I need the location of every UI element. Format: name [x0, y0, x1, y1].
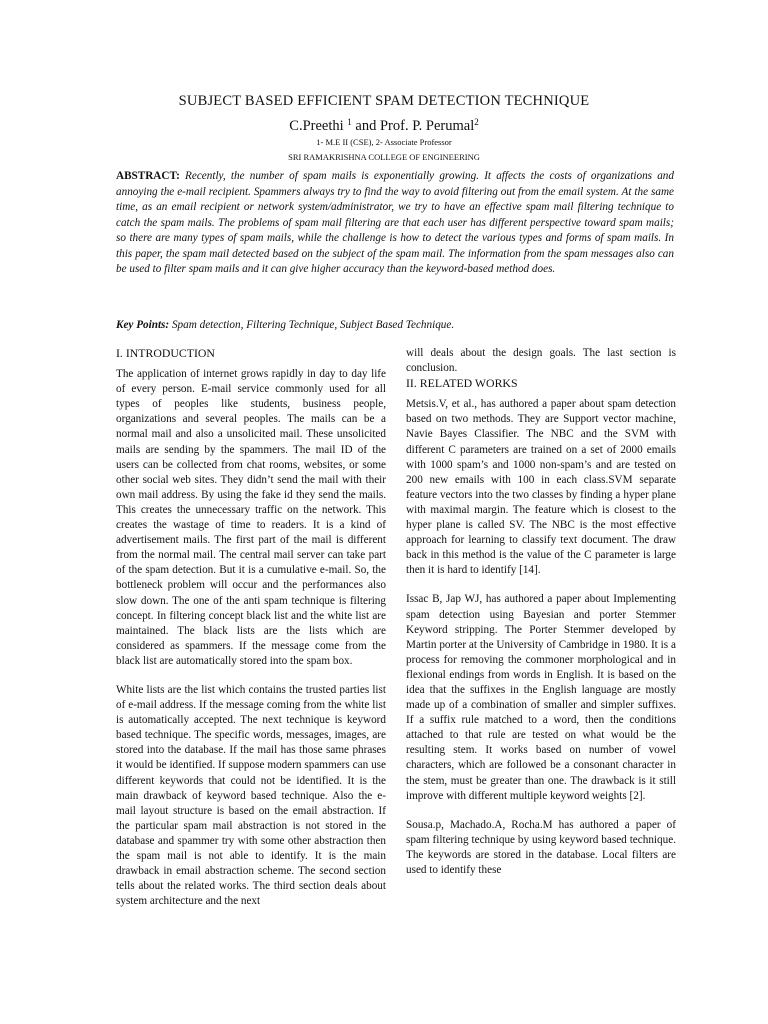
affiliation: 1- M.E II (CSE), 2- Associate Professor	[316, 137, 452, 147]
intro-continuation: will deals about the design goals. The last section is conclusion.	[406, 347, 676, 375]
college-name: SRI RAMAKRISHNA COLLEGE OF ENGINEERING	[288, 152, 480, 162]
intro-paragraph-1: The application of internet grows rapidly in day to day life of every person. E-mail service commonly used for all types of peoples like students, business people, organizations and several peoples. The mails can be a normal mail and also a unsolicited mail. These unsolicited mails are sending by the spammers. The mail ID of the users can be collected from chat rooms, websites, or some other social web sites. They didn’t send the mail with their own mail address. By using the fake id they send the mails. This creates the unnecessary traffic on the network. This creates the wastage of time to readers. It is a kind of advertisement mails. The first part of the mail is different from the normal mail. The central mail server can take part of the spam detection. But it is a cumulative e-mail. So, the bottleneck problem will occur and the performances also slow down. The one of the anti spam technique is filtering concept. In filtering concept black list and the white list are maintained. The black lists are the lists which are considered as spammers. If the message come from the black list are automatically stored into the spam box.	[116, 368, 386, 667]
abstract	[116, 169, 674, 278]
related-paragraph-2: Issac B, Jap WJ, has authored a paper about Implementing spam detection using Bayesian and porter Stemmer Keyword stripping. The Porter Stemmer developed by Martin porter at the University of Cambridge in 1980. It is a process for removing the commoner morphological and in flexional endings from words in English. It is based on the idea that the suffixes in the English language are mostly made up of a combination of smaller and simpler suffixes. If a suffix rule matched to a word, then the conditions attached to that rule are tested on what would be the resulting stem. It works based on number of vowel characters, which are followed be a consonant character in the stem, must be greater than one. The drawback is it still improve with different multiple keyword weights [2].	[406, 593, 676, 802]
abstract-label: ABSTRACT:	[116, 170, 180, 182]
related-paragraph-3: Sousa.p, Machado.A, Rocha.M has authored a paper of spam filtering technique by using keyword based technique. The keywords are stored in the database. Local filters are used to identify these	[406, 818, 676, 876]
related-paragraph-1: Metsis.V, et al., has authored a paper about spam detection based on two methods. They are Support vector machine, Navie Bayes Classifier. The NBC and the SVM with different C parameters are trained on a set of 2000 emails with 1000 spam’s and 1000 non-spam’s and are tested on 200 new emails with 100 in each class.SVM separate feature vectors into the two classes by finding a hyper plane with maximal margin. The feature which is closest to the hyper plane is called SV. The NBC is the most effective approach for learning to classify text document. The draw back in this method is the value of the C parameter is large then it is hard to identify [14].	[406, 398, 676, 577]
author-2-superscript: 2	[474, 117, 479, 127]
key-points	[116, 318, 674, 333]
key-points-label: Key Points:	[116, 319, 170, 331]
right-column	[406, 346, 676, 878]
key-points-text: Spam detection, Filtering Technique, Subject Based Technique.	[171, 319, 455, 331]
section-heading-introduction: I. INTRODUCTION	[116, 346, 215, 360]
abstract-text: Recently, the number of spam mails is exponentially growing. It affects the costs of organizations and annoying the e-mail recipient. Spammers always try to find the way to avoid filtering out from the email system. At the same time, as an email recipient or network system/administrator, we try to have an effective spam mail filtering technique to catch the spam mails. The problems of spam mail filtering are that each user has different perspective toward spam mails; so there are many types of spam mails, while the challenge is how to detect the various types and forms of spam mails. In this paper, the spam mail detected based on the subject of the spam mail. The information from the spam messages also can be used to filter spam mails and it can give higher accuracy than the keyword-based method does.	[116, 170, 674, 275]
intro-paragraph-2: White lists are the list which contains the trusted parties list of e-mail address. If the message coming from the white list is automatically accepted. The next technique is keyword based technique. The specific words, messages, images, are stored into the database. If the mail has those same phrases it would be identified. If suppose modern spammers can use different keywords that could not be identified. It is the main drawback of keyword based technique. Also the e-mail layout structure is based on the email abstraction. If the particular spam mail abstraction is not stored in the database and spammer try with some other abstraction then the spam mail is not able to identify. It is the main drawback in email abstraction scheme. The second section tells about the related works. The third section deals about system architecture and the next	[116, 683, 386, 908]
authors-line	[0, 117, 768, 135]
left-column	[116, 346, 386, 909]
author-1: C.Preethi	[289, 118, 344, 134]
author-2: and Prof. P. Perumal	[355, 118, 475, 134]
author-1-superscript: 1	[347, 117, 352, 127]
section-heading-related-works: II. RELATED WORKS	[406, 376, 518, 391]
paper-title: SUBJECT BASED EFFICIENT SPAM DETECTION TECHNIQUE	[178, 93, 590, 109]
